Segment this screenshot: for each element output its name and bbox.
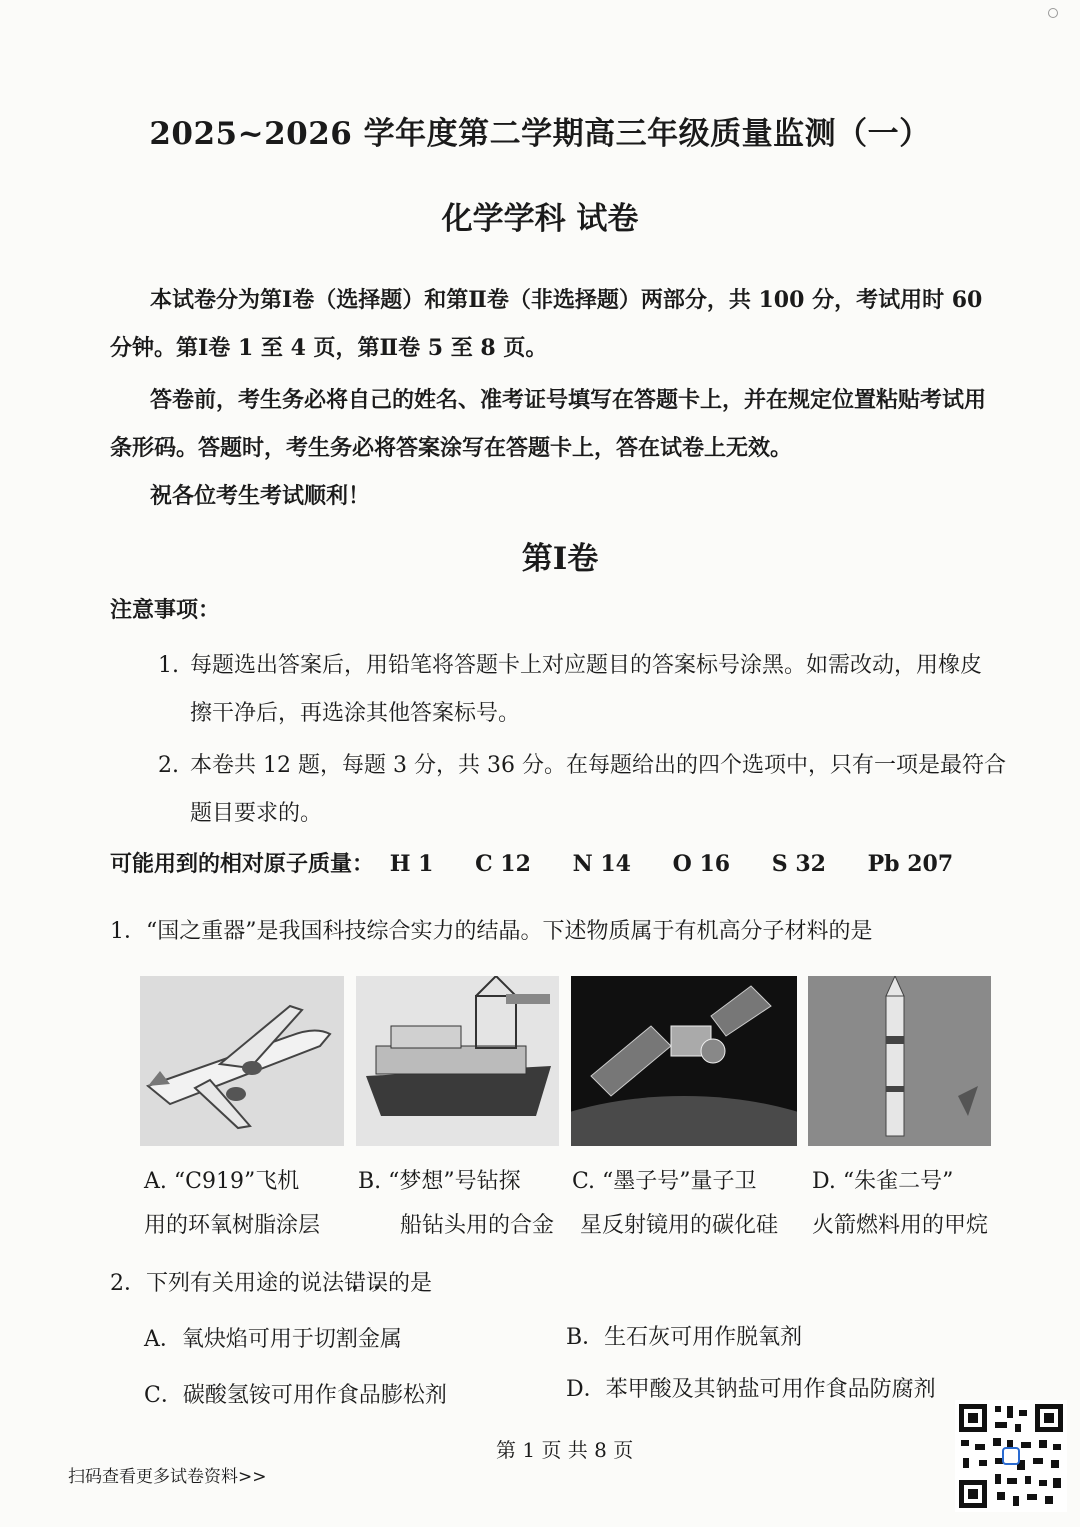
qr-code[interactable] [955,1400,1067,1512]
q1-option-c-line2: 星反射镜用的碳化硅 [580,1213,779,1238]
note1-line1: 每题选出答案后，用铅笔将答题卡上对应题目的答案标号涂黑。如需改动，用橡皮 [190,653,983,678]
note2-line2: 题目要求的。 [190,801,323,826]
q1-option-d[interactable] [812,1160,988,1248]
q2-stem-emphasis-2: 误 · [366,1271,388,1296]
atomic-mass-h: H 1 [389,851,434,877]
atomic-mass-n: N 14 [572,851,631,877]
atomic-mass-o: O 16 [672,851,731,877]
intro-p3: 祝各位考生考试顺利！ [150,483,371,509]
atomic-mass-s: S 32 [771,851,826,877]
q1-option-c[interactable] [572,1160,778,1248]
intro-p2-line1: 答卷前，考生务必将自己的姓名、准考证号填写在答题卡上，并在规定位置粘贴考试用 [150,387,987,413]
drilling-ship-photo [356,976,559,1146]
intro-p1-line1: 本试卷分为第Ⅰ卷（选择题）和第Ⅱ卷（非选择题）两部分，共 100 分，考试用时 60 [150,287,983,313]
q2-option-c[interactable]: C．碳酸氢铵可用作食品膨松剂 [144,1383,447,1408]
atomic-mass-line [110,838,987,890]
atomic-mass-pb: Pb 207 [867,851,954,877]
atomic-mass-c: C 12 [475,851,531,877]
satellite-photo [571,976,797,1146]
note1-number: 1. [158,653,179,678]
q1-option-d-line2: 火箭燃料用的甲烷 [812,1213,989,1238]
note1-line2: 擦干净后，再选涂其他答案标号。 [190,701,521,726]
note2-line1: 本卷共 12 题，每题 3 分，共 36 分。在每题给出的四个选项中，只有一项是最符合 [190,753,1006,778]
q1-option-a-line1: A. “C919”飞机 [144,1169,300,1194]
q2-stem-post: 的是 [388,1271,433,1296]
q1-option-b[interactable] [358,1160,554,1248]
q1-option-a[interactable] [144,1160,320,1248]
qr-code-icon [955,1400,1067,1512]
subject-title: 化学学科 试卷 [441,201,639,237]
intro-p1-line2: 分钟。第Ⅰ卷 1 至 4 页，第Ⅱ卷 5 至 8 页。 [110,335,548,361]
q2-option-a[interactable]: A．氧炔焰可用于切割金属 [144,1327,402,1352]
drilling-ship-icon [356,976,559,1146]
note2-number: 2. [158,753,179,778]
q1-option-c-line1: C. “墨子号”量子卫 [572,1169,757,1194]
q2-option-d[interactable]: D．苯甲酸及其钠盐可用作食品防腐剂 [566,1377,936,1402]
q1-option-b-line2: 船钻头用的合金 [400,1213,555,1238]
q2-stem-pre: 2．下列有关用途的说法 [110,1271,344,1296]
q2-stem [110,1258,432,1310]
page-number: 第 1 页 共 8 页 [496,1438,634,1462]
rocket-photo [808,976,991,1146]
intro-p2-line2: 条形码。答题时，考生务必将答案涂写在答题卡上，答在试卷上无效。 [110,435,793,461]
notes-heading: 注意事项： [110,597,221,623]
rocket-icon [808,976,991,1146]
atomic-mass-label: 可能用到的相对原子质量： [110,851,375,877]
q2-stem-emphasis-1: 错 · [344,1271,366,1296]
q1-stem: 1．“国之重器”是我国科技综合实力的结晶。下述物质属于有机高分子材料的是 [110,919,873,944]
q1-option-a-line2: 用的环氧树脂涂层 [144,1213,321,1238]
section-title: 第Ⅰ卷 [521,541,599,577]
scan-prompt[interactable]: 扫码查看更多试卷资料>> [68,1467,267,1487]
airplane-photo [140,976,344,1146]
q1-option-b-line1: B. “梦想”号钻探 [358,1169,521,1194]
airplane-icon [140,976,344,1146]
q2-option-b[interactable]: B．生石灰可用作脱氧剂 [566,1325,803,1350]
page-title: 2025~2026 学年度第二学期高三年级质量监测（一） [149,116,931,152]
q1-option-d-line1: D. “朱雀二号” [812,1169,954,1194]
satellite-icon [571,976,797,1146]
corner-mark [1048,8,1058,18]
